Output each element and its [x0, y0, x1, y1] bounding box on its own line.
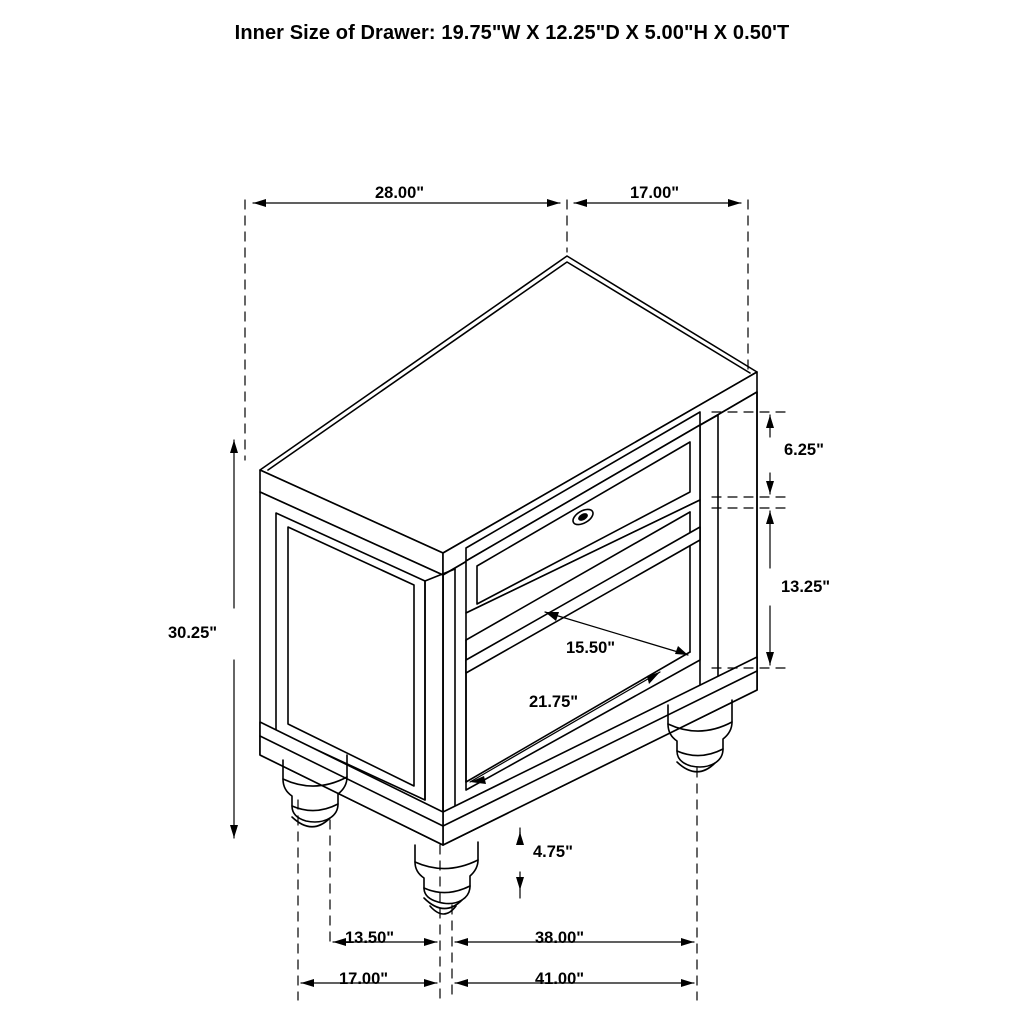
dimension-label-shelf-depth: 15.50"	[566, 639, 616, 657]
dimension-label-shelf-width: 21.75"	[529, 693, 579, 711]
dimension-label-base-depth: 17.00"	[339, 970, 389, 988]
dimension-label-open-shelf-height: 13.25"	[781, 578, 831, 596]
dimension-label-leg-clearance: 4.75"	[533, 843, 573, 861]
dimension-label-foot-depth: 13.50"	[345, 929, 395, 947]
dimension-label-overall-height: 30.25"	[168, 624, 218, 642]
dimension-label-base-width: 38.00"	[535, 929, 585, 947]
dimension-label-top-width: 28.00"	[375, 184, 425, 202]
dimension-label-top-depth: 17.00"	[630, 184, 680, 202]
dimension-label-drawer-face-height: 6.25"	[784, 441, 824, 459]
page-title: Inner Size of Drawer: 19.75"W X 12.25"D X 5.00"H X 0.50'T	[234, 22, 790, 44]
dimension-label-overall-width: 41.00"	[535, 970, 585, 988]
